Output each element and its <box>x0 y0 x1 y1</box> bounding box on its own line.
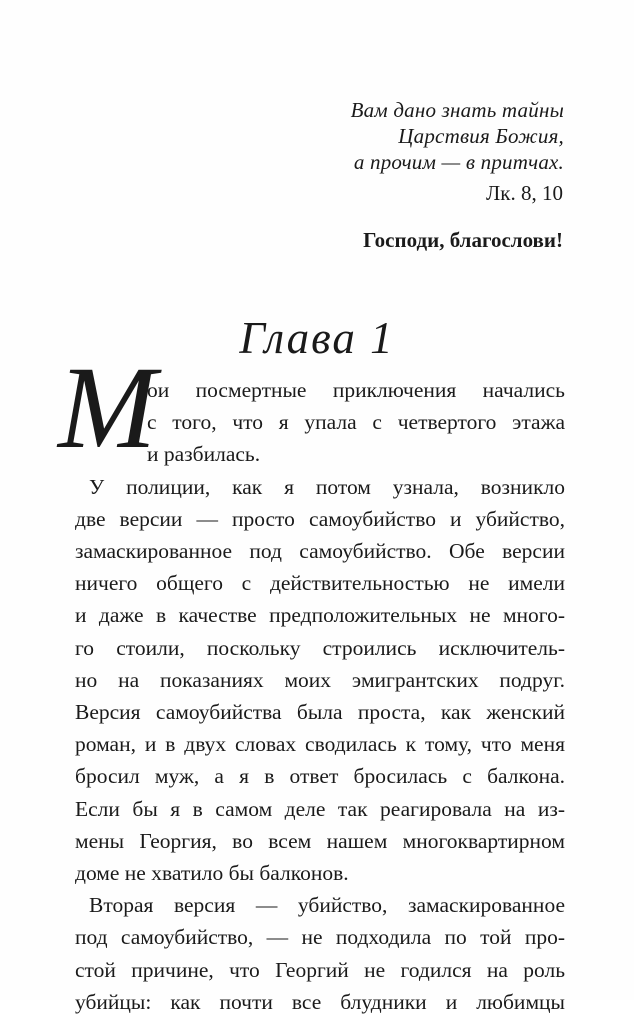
epigraph-reference: Лк. 8, 10 <box>486 181 563 205</box>
epigraph-line: а прочим — в притчах. <box>353 150 564 174</box>
text-line: мены Георгия, во всем нашем многоквартирном <box>75 828 565 853</box>
body-text <box>75 374 565 1018</box>
text-line: стой причине, что Георгий не годился на роль <box>75 957 565 982</box>
text-line: бросил муж, а я в ответ бросилась с балкона. <box>75 764 565 789</box>
text-line: с того, что я упала с четвертого этажа <box>147 410 565 435</box>
text-line: го стоили, поскольку строились исключитель- <box>75 635 565 660</box>
text-line: и даже в качестве предположительных не много- <box>75 603 565 628</box>
epigraph-line: Вам дано знать тайны <box>350 98 564 122</box>
text-line: Если бы я в самом деле так реагировала на из- <box>75 796 565 821</box>
text-line: две версии — просто самоубийство и убийство, <box>75 506 565 531</box>
epigraph <box>351 97 564 175</box>
text-line: Вторая версия — убийство, замаскированное <box>89 893 565 918</box>
text-line: У полиции, как я потом узнала, возникло <box>89 474 565 499</box>
text-line: ои посмертные приключения начались <box>147 378 565 402</box>
text-line: замаскированное под самоубийство. Обе версии <box>75 539 565 564</box>
chapter-title: Глава 1 <box>239 313 395 363</box>
text-line: под самоубийство, — не подходила по той про- <box>75 925 565 950</box>
text-line: и разбилась. <box>147 442 261 467</box>
text-line: но на показаниях моих эмигрантских подруг. <box>75 667 565 692</box>
epigraph-line: Царствия Божия, <box>398 124 564 148</box>
text-line: Версия самоубийства была проста, как женский <box>75 700 565 725</box>
drop-cap: М <box>58 342 157 473</box>
blessing: Господи, благослови! <box>363 228 563 252</box>
text-line: ничего общего с действительностью не имели <box>75 571 565 596</box>
text-line: доме не хватило бы балконов. <box>75 861 349 886</box>
text-line: убийцы: как почти все блудники и любимцы <box>75 989 565 1014</box>
text-line: роман, и в двух словах сводилась к тому, что меня <box>75 732 565 757</box>
